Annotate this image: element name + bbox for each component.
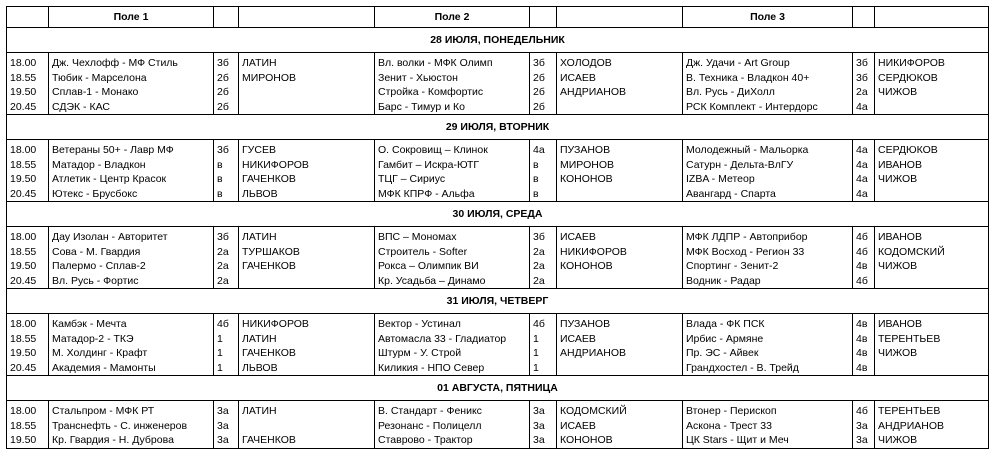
f2-referee (557, 187, 683, 202)
f1-group: в (214, 187, 239, 202)
f1-referee (239, 85, 375, 100)
f2-match: Барс - Тимур и Ко (375, 100, 530, 115)
f3-referee: АНДРИАНОВ (875, 419, 989, 434)
f2-match: Гамбит – Искра-ЮТГ (375, 158, 530, 173)
f1-match: СДЭК - КАС (49, 100, 214, 115)
f1-group: 2б (214, 100, 239, 115)
game-time: 18.00 (7, 227, 49, 245)
f3-match: Влада - ФК ПСК (683, 314, 853, 332)
f1-group: 2а (214, 245, 239, 260)
f1-referee: ЛАТИН (239, 227, 375, 245)
f3-referee: ТЕРЕНТЬЕВ (875, 401, 989, 419)
f3-referee (875, 100, 989, 115)
f1-referee: ГАЧЕНКОВ (239, 259, 375, 274)
f1-referee: МИРОНОВ (239, 71, 375, 86)
f2-match: Резонанс - Полицелл (375, 419, 530, 434)
game-time: 18.00 (7, 314, 49, 332)
f3-referee (875, 361, 989, 376)
f1-group: 3б (214, 140, 239, 158)
f3-referee: ЧИЖОВ (875, 85, 989, 100)
f1-group: 3а (214, 433, 239, 448)
game-time: 18.55 (7, 245, 49, 260)
day-header-row (7, 28, 989, 53)
f2-referee: КОНОНОВ (557, 172, 683, 187)
game-time: 20.45 (7, 187, 49, 202)
game-row (7, 53, 989, 71)
f1-group: 3б (214, 227, 239, 245)
f2-match: МФК КПРФ - Альфа (375, 187, 530, 202)
f2-match: Вектор - Устинал (375, 314, 530, 332)
day-header-row (7, 289, 989, 314)
f3-match: Сатурн - Дельта-ВлГУ (683, 158, 853, 173)
f3-group: 4а (853, 187, 875, 202)
f1-group: 2а (214, 274, 239, 289)
f1-match: Стальпром - МФК РТ (49, 401, 214, 419)
f3-match: Ирбис - Армяне (683, 332, 853, 347)
game-time: 19.50 (7, 172, 49, 187)
f1-referee: ТУРШАКОВ (239, 245, 375, 260)
f1-referee: ГАЧЕНКОВ (239, 172, 375, 187)
f3-group: 4б (853, 274, 875, 289)
game-time: 18.00 (7, 140, 49, 158)
f3-referee: ИВАНОВ (875, 227, 989, 245)
game-time: 18.00 (7, 401, 49, 419)
f2-match: В. Стандарт - Феникс (375, 401, 530, 419)
header-group-cell (530, 7, 557, 28)
game-row (7, 245, 989, 260)
f2-referee: ХОЛОДОВ (557, 53, 683, 71)
f1-match: Сплав-1 - Монако (49, 85, 214, 100)
f2-referee: МИРОНОВ (557, 158, 683, 173)
f1-match: Матадор - Владкон (49, 158, 214, 173)
f1-match: Вл. Русь - Фортис (49, 274, 214, 289)
f3-group: 4в (853, 332, 875, 347)
f3-match: МФК ЛДПР - Автоприбор (683, 227, 853, 245)
game-time: 18.55 (7, 71, 49, 86)
f1-match: Атлетик - Центр Красок (49, 172, 214, 187)
f2-group: 4а (530, 140, 557, 158)
f1-group: 2б (214, 85, 239, 100)
field-2-header: Поле 2 (375, 7, 530, 28)
f3-match: Втонер - Перископ (683, 401, 853, 419)
f3-referee: ЧИЖОВ (875, 259, 989, 274)
f1-match: Транснефть - С. инженеров (49, 419, 214, 434)
f3-match: Грандхостел - В. Трейд (683, 361, 853, 376)
game-time: 18.55 (7, 419, 49, 434)
game-row (7, 259, 989, 274)
game-time: 19.50 (7, 346, 49, 361)
header-referee-cell (239, 7, 375, 28)
f2-group: в (530, 172, 557, 187)
header-group-cell (853, 7, 875, 28)
day-title: 29 ИЮЛЯ, ВТОРНИК (7, 115, 989, 140)
game-row (7, 172, 989, 187)
f1-referee: НИКИФОРОВ (239, 158, 375, 173)
f1-group: в (214, 158, 239, 173)
f1-group: 1 (214, 361, 239, 376)
f3-referee: ИВАНОВ (875, 158, 989, 173)
f1-group: 2а (214, 259, 239, 274)
game-row (7, 361, 989, 376)
f3-group: 4в (853, 361, 875, 376)
f3-referee: СЕРДЮКОВ (875, 71, 989, 86)
f2-match: ВПС – Мономах (375, 227, 530, 245)
f2-referee (557, 361, 683, 376)
f2-group: 2а (530, 245, 557, 260)
f3-group: 4а (853, 140, 875, 158)
f2-group: 3б (530, 227, 557, 245)
f2-group: 1 (530, 361, 557, 376)
f3-referee: ИВАНОВ (875, 314, 989, 332)
f1-group: 2б (214, 71, 239, 86)
game-row (7, 419, 989, 434)
f3-match: Авангард - Спарта (683, 187, 853, 202)
f1-match: Палермо - Сплав-2 (49, 259, 214, 274)
game-row (7, 158, 989, 173)
f1-referee (239, 100, 375, 115)
f3-match: В. Техника - Владкон 40+ (683, 71, 853, 86)
game-row (7, 346, 989, 361)
game-row (7, 433, 989, 448)
f1-group: 3б (214, 53, 239, 71)
f3-match: Пр. ЭС - Айвек (683, 346, 853, 361)
f2-referee: ИСАЕВ (557, 419, 683, 434)
game-row (7, 85, 989, 100)
f2-group: 3а (530, 433, 557, 448)
day-header-row (7, 202, 989, 227)
f2-referee (557, 100, 683, 115)
header-referee-cell (875, 7, 989, 28)
schedule-table (6, 6, 989, 449)
f1-referee (239, 274, 375, 289)
f1-match: Матадор-2 - ТКЭ (49, 332, 214, 347)
f2-referee: ИСАЕВ (557, 227, 683, 245)
f3-referee: КОДОМСКИЙ (875, 245, 989, 260)
header-group-cell (214, 7, 239, 28)
f3-group: 4а (853, 172, 875, 187)
f3-match: Водник - Радар (683, 274, 853, 289)
f2-referee: ПУЗАНОВ (557, 140, 683, 158)
f2-match: Автомасла 33 - Гладиатор (375, 332, 530, 347)
f1-referee: ГАЧЕНКОВ (239, 433, 375, 448)
f1-referee: НИКИФОРОВ (239, 314, 375, 332)
f3-referee: ЧИЖОВ (875, 172, 989, 187)
f3-referee (875, 187, 989, 202)
f2-referee (557, 274, 683, 289)
f1-referee (239, 419, 375, 434)
game-row (7, 332, 989, 347)
f1-referee: ЛЬВОВ (239, 361, 375, 376)
day-title: 30 ИЮЛЯ, СРЕДА (7, 202, 989, 227)
f2-group: 4б (530, 314, 557, 332)
f3-referee: ЧИЖОВ (875, 433, 989, 448)
f3-group: 4а (853, 158, 875, 173)
f3-match: МФК Восход - Регион 33 (683, 245, 853, 260)
f2-group: в (530, 187, 557, 202)
f1-match: Сова - М. Гвардия (49, 245, 214, 260)
f3-referee: НИКИФОРОВ (875, 53, 989, 71)
f2-referee: АНДРИАНОВ (557, 85, 683, 100)
game-time: 18.55 (7, 158, 49, 173)
f3-match: ЦК Stars - Щит и Меч (683, 433, 853, 448)
f2-referee: НИКИФОРОВ (557, 245, 683, 260)
day-header-row (7, 376, 989, 401)
f3-referee (875, 274, 989, 289)
f2-group: в (530, 158, 557, 173)
f2-match: Вл. волки - МФК Олимп (375, 53, 530, 71)
f2-referee: КОНОНОВ (557, 259, 683, 274)
f2-match: Кр. Усадьба – Динамо (375, 274, 530, 289)
f3-match: Вл. Русь - ДиХолл (683, 85, 853, 100)
f3-group: 2а (853, 85, 875, 100)
f1-match: Тюбик - Марселона (49, 71, 214, 86)
f2-group: 2а (530, 274, 557, 289)
f2-referee: КОДОМСКИЙ (557, 401, 683, 419)
f3-group: 4а (853, 100, 875, 115)
day-title: 28 ИЮЛЯ, ПОНЕДЕЛЬНИК (7, 28, 989, 53)
header-referee-cell (557, 7, 683, 28)
f2-referee: ИСАЕВ (557, 332, 683, 347)
f1-referee: ЛАТИН (239, 332, 375, 347)
f1-referee: ГУСЕВ (239, 140, 375, 158)
f3-group: 4в (853, 259, 875, 274)
f2-match: Стройка - Комфортис (375, 85, 530, 100)
game-time: 20.45 (7, 274, 49, 289)
f1-match: Ветераны 50+ - Лавр МФ (49, 140, 214, 158)
f1-referee: ГАЧЕНКОВ (239, 346, 375, 361)
f3-match: IZBA - Метеор (683, 172, 853, 187)
f3-match: Спортинг - Зенит-2 (683, 259, 853, 274)
f2-group: 1 (530, 332, 557, 347)
f2-group: 3а (530, 419, 557, 434)
day-title: 01 АВГУСТА, ПЯТНИЦА (7, 376, 989, 401)
f1-group: 3а (214, 401, 239, 419)
header-time-cell (7, 7, 49, 28)
f2-referee: ПУЗАНОВ (557, 314, 683, 332)
f2-match: Зенит - Хьюстон (375, 71, 530, 86)
f3-group: 3б (853, 71, 875, 86)
f2-referee: ИСАЕВ (557, 71, 683, 86)
f1-referee: ЛЬВОВ (239, 187, 375, 202)
f2-referee: КОНОНОВ (557, 433, 683, 448)
f3-match: РСК Комплект - Интердорс (683, 100, 853, 115)
f2-match: Ставрово - Трактор (375, 433, 530, 448)
f1-match: Камбэк - Мечта (49, 314, 214, 332)
f1-match: Ютекс - Брусбокс (49, 187, 214, 202)
f1-group: 1 (214, 332, 239, 347)
day-header-row (7, 115, 989, 140)
f3-referee: СЕРДЮКОВ (875, 140, 989, 158)
f3-group: 4в (853, 346, 875, 361)
f2-group: 3а (530, 401, 557, 419)
game-row (7, 100, 989, 115)
game-row (7, 140, 989, 158)
game-time: 20.45 (7, 361, 49, 376)
field-3-header: Поле 3 (683, 7, 853, 28)
f3-group: 4б (853, 245, 875, 260)
f1-referee: ЛАТИН (239, 53, 375, 71)
game-time: 19.50 (7, 85, 49, 100)
f2-match: Рокса – Олимпик ВИ (375, 259, 530, 274)
game-row (7, 227, 989, 245)
game-row (7, 401, 989, 419)
game-row (7, 274, 989, 289)
f2-group: 2б (530, 71, 557, 86)
game-time: 18.00 (7, 53, 49, 71)
f3-group: 4в (853, 314, 875, 332)
f2-match: Штурм - У. Строй (375, 346, 530, 361)
game-time: 18.55 (7, 332, 49, 347)
f2-group: 1 (530, 346, 557, 361)
f2-match: Киликия - НПО Север (375, 361, 530, 376)
f3-match: Дж. Удачи - Art Group (683, 53, 853, 71)
f1-match: Академия - Мамонты (49, 361, 214, 376)
f3-group: 4б (853, 227, 875, 245)
f1-group: 3а (214, 419, 239, 434)
f1-referee: ЛАТИН (239, 401, 375, 419)
f1-match: Кр. Гвардия - Н. Дуброва (49, 433, 214, 448)
game-row (7, 71, 989, 86)
f3-match: Аскона - Трест 33 (683, 419, 853, 434)
f3-group: 3а (853, 419, 875, 434)
f1-match: М. Холдинг - Крафт (49, 346, 214, 361)
f1-group: 1 (214, 346, 239, 361)
f2-match: О. Сокровищ – Клинок (375, 140, 530, 158)
f1-match: Дау Изолан - Авторитет (49, 227, 214, 245)
f1-group: в (214, 172, 239, 187)
header-row (7, 7, 989, 28)
f1-group: 4б (214, 314, 239, 332)
game-row (7, 187, 989, 202)
f2-group: 2а (530, 259, 557, 274)
game-time: 19.50 (7, 433, 49, 448)
day-title: 31 ИЮЛЯ, ЧЕТВЕРГ (7, 289, 989, 314)
schedule-body (7, 7, 989, 449)
f2-match: Строитель - Softer (375, 245, 530, 260)
f1-match: Дж. Чехлофф - МФ Стиль (49, 53, 214, 71)
f3-match: Молодежный - Мальорка (683, 140, 853, 158)
f3-referee: ТЕРЕНТЬЕВ (875, 332, 989, 347)
f3-group: 3б (853, 53, 875, 71)
f3-group: 4б (853, 401, 875, 419)
f2-group: 3б (530, 53, 557, 71)
game-time: 20.45 (7, 100, 49, 115)
game-row (7, 314, 989, 332)
f3-referee: ЧИЖОВ (875, 346, 989, 361)
f3-group: 3а (853, 433, 875, 448)
f2-group: 2б (530, 85, 557, 100)
game-time: 19.50 (7, 259, 49, 274)
f2-group: 2б (530, 100, 557, 115)
field-1-header: Поле 1 (49, 7, 214, 28)
f2-match: ТЦГ – Сириус (375, 172, 530, 187)
f2-referee: АНДРИАНОВ (557, 346, 683, 361)
